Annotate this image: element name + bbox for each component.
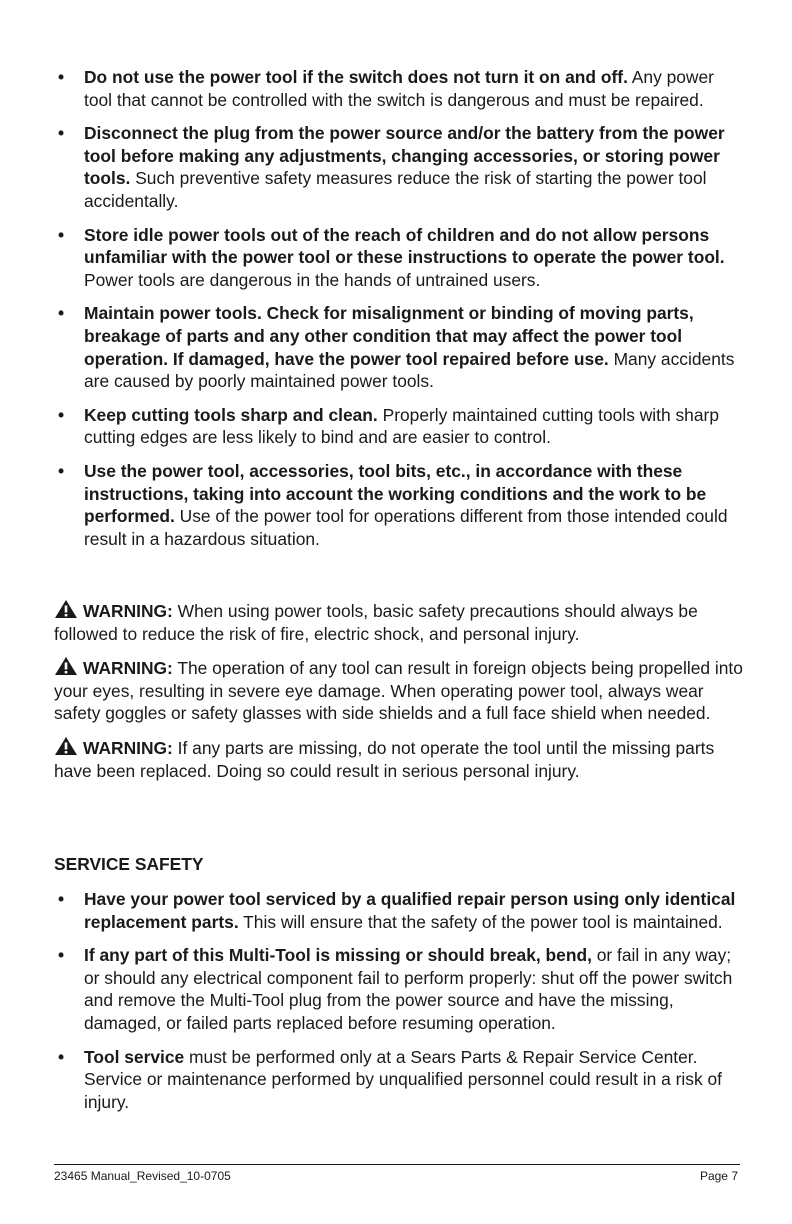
warning-label: WARNING: xyxy=(83,658,173,679)
bullet-body-text: Use of the power tool for operations different from those intended could result in a hazardous situation. xyxy=(84,506,728,549)
bullet-marker: • xyxy=(58,67,65,87)
bullet-bold-text: Disconnect the plug from the power source and/or the battery from the power tool before making any adjustments, changing accessories, or storing power tools. xyxy=(84,123,725,189)
warning-triangle-icon xyxy=(54,599,78,619)
bullet-bold-text: Use the power tool, accessories, tool bits, etc., in accordance with these instructions, taking into account the working conditions and the work to be performed. xyxy=(84,460,707,527)
footer-page-number: Page 7 xyxy=(699,1169,738,1183)
bullet-bold-text: Maintain power tools. Check for misalignment or binding of moving parts, breakage of parts and any other condition that may affect the power tool operation. If damaged, have the power tool repaired before use. xyxy=(84,303,694,369)
bullet-marker: • xyxy=(58,404,65,425)
warning-label: WARNING: xyxy=(83,601,173,621)
bullet-body-text: This will ensure that the safety of the power tool is maintained. xyxy=(238,911,723,932)
bullet-item xyxy=(54,888,744,933)
bullet-marker: • xyxy=(58,1046,65,1067)
service-safety-heading: SERVICE SAFETY xyxy=(54,854,204,874)
bullet-body-text: Any power tool that cannot be controlled with the switch is dangerous and must be repaired. xyxy=(84,67,714,110)
warning-text: If any parts are missing, do not operate the tool until the missing parts have been replaced. Doing so could result in serious personal injury. xyxy=(54,737,715,781)
bullet-bold-text: Tool service xyxy=(84,1046,185,1067)
warning-paragraph xyxy=(54,736,744,782)
footer-divider xyxy=(54,1164,740,1165)
bullet-item xyxy=(54,302,744,392)
bullet-body-text: Such preventive safety measures reduce the risk of starting the power tool accidentally. xyxy=(84,168,707,211)
bullet-item xyxy=(54,404,744,449)
bullet-item xyxy=(54,460,744,550)
service-bullet-list xyxy=(54,888,744,1124)
bullet-item xyxy=(54,1046,744,1114)
warning-text: The operation of any tool can result in foreign objects being propelled into your eyes, resulting in severe eye damage. When operating power tool, always wear safety goggles or safety glasses with side shields and a full face shield when needed. xyxy=(54,658,743,724)
warning-triangle-icon xyxy=(54,736,78,756)
bullet-body-text: Power tools are dangerous in the hands of untrained users. xyxy=(84,269,541,290)
safety-bullet-list xyxy=(54,66,744,561)
bullet-bold-text: If any part of this Multi-Tool is missing or should break, bend, xyxy=(84,945,592,966)
bullet-item xyxy=(54,944,744,1034)
bullet-bold-text: Store idle power tools out of the reach of children and do not allow persons unfamiliar with the power tool or these instructions to operate the power tool. xyxy=(84,224,725,268)
warning-paragraph xyxy=(54,656,744,725)
bullet-body-text: must be performed only at a Sears Parts & Repair Service Center. Service or maintenance performed by unqualified personnel could result in a risk of injury. xyxy=(84,1046,723,1112)
bullet-bold-text: Do not use the power tool if the switch does not turn it on and off. xyxy=(84,67,628,87)
bullet-item xyxy=(54,66,744,111)
bullet-marker: • xyxy=(58,460,65,481)
bullet-marker: • xyxy=(58,889,65,909)
footer-document-id: 23465 Manual_Revised_10-0705 xyxy=(54,1169,231,1183)
warnings-block xyxy=(54,599,744,793)
bullet-marker: • xyxy=(58,303,65,324)
bullet-body-text: Many accidents are caused by poorly maintained power tools. xyxy=(84,348,735,392)
bullet-body-text: or fail in any way; or should any electrical component fail to perform properly: shut off the power switch and remove the Multi-Tool plug from the power source and have the missing, damaged, or failed parts replaced before resuming operation. xyxy=(84,945,733,1033)
bullet-marker: • xyxy=(58,123,65,144)
warning-label: WARNING: xyxy=(83,737,173,758)
warning-triangle-icon xyxy=(54,656,78,676)
bullet-bold-text: Have your power tool serviced by a qualified repair person using only identical replacement parts. xyxy=(84,889,736,932)
bullet-bold-text: Keep cutting tools sharp and clean. xyxy=(84,404,378,425)
bullet-marker: • xyxy=(58,224,65,245)
warning-paragraph xyxy=(54,599,744,645)
bullet-item xyxy=(54,122,744,212)
warning-text: When using power tools, basic safety precautions should always be followed to reduce the risk of fire, electric shock, and personal injury. xyxy=(54,601,698,644)
bullet-item xyxy=(54,224,744,292)
bullet-body-text: Properly maintained cutting tools with sharp cutting edges are less likely to bind and are easier to control. xyxy=(84,404,719,448)
bullet-marker: • xyxy=(58,945,65,966)
